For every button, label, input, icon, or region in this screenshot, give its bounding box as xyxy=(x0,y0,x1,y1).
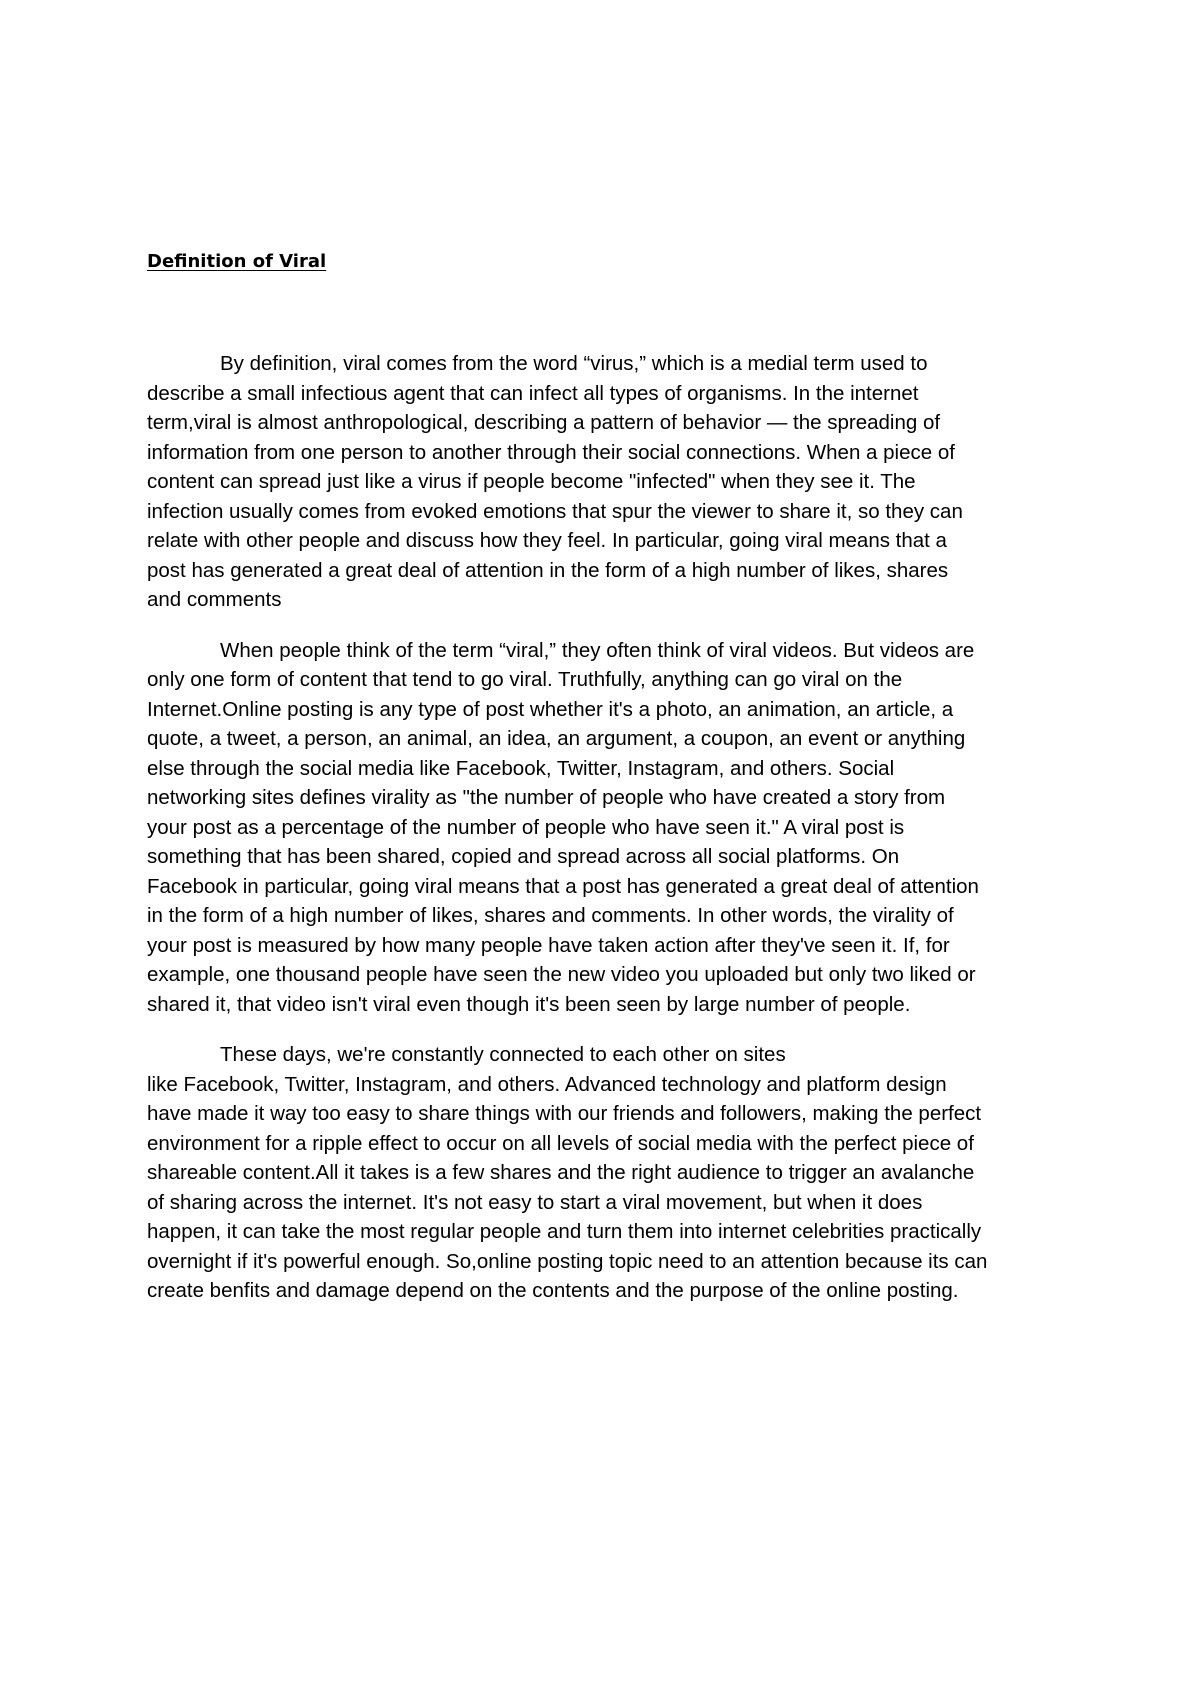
paragraph-line: have made it way too easy to share things with our friends and followers, making the perfect xyxy=(147,1102,982,1125)
paragraph-line: shareable content.All it takes is a few shares and the right audience to trigger an avalanche xyxy=(147,1161,975,1184)
paragraph-line: only one form of content that tend to go viral. Truthfully, anything can go viral on the xyxy=(147,668,903,691)
paragraph-1 xyxy=(147,349,1067,615)
paragraph-line: Internet.Online posting is any type of post whether it's a photo, an animation, an article, a xyxy=(147,697,954,721)
paragraph-line: your post as a percentage of the number of people who have seen it." A viral post is xyxy=(147,815,905,839)
paragraph-line: content can spread just like a virus if people become "infected" when they see it. The xyxy=(147,470,916,493)
paragraph-line: relate with other people and discuss how they feel. In particular, going viral means that a xyxy=(147,529,947,552)
paragraph-line: information from one person to another through their social connections. When a piece of xyxy=(147,440,955,464)
paragraph-line: something that has been shared, copied and spread across all social platforms. On xyxy=(147,845,900,868)
paragraph-line: By definition, viral comes from the word “virus,” which is a medial term used to xyxy=(220,352,928,375)
paragraph-line: describe a small infectious agent that can infect all types of organisms. In the internet xyxy=(147,381,919,405)
paragraph-line: your post is measured by how many people have taken action after they've seen it. If, for xyxy=(147,933,950,957)
paragraph-line: networking sites defines virality as "the number of people who have created a story from xyxy=(147,786,946,809)
paragraph-line: shared it, that video isn't viral even though it's been seen by large number of people. xyxy=(147,992,911,1016)
paragraph-line: Facebook in particular, going viral means that a post has generated a great deal of attention xyxy=(147,874,979,898)
paragraph-line: else through the social media like Facebook, Twitter, Instagram, and others. Social xyxy=(147,756,895,780)
paragraph-3 xyxy=(147,1040,1067,1306)
paragraph-line: When people think of the term “viral,” they often think of viral videos. But videos are xyxy=(220,638,975,662)
paragraph-line: example, one thousand people have seen the new video you uploaded but only two liked or xyxy=(147,963,976,986)
paragraph-line: happen, it can take the most regular people and turn them into internet celebrities practically xyxy=(147,1220,982,1243)
paragraph-line: quote, a tweet, a person, an animal, an idea, an argument, a coupon, an event or anything xyxy=(147,727,966,750)
document-heading: Definition of Viral xyxy=(147,251,327,272)
paragraph-line: overnight if it's powerful enough. So,online posting topic need to an attention because its can xyxy=(147,1249,988,1273)
paragraph-line: and comments xyxy=(147,588,282,611)
paragraph-line: in the form of a high number of likes, shares and comments. In other words, the virality of xyxy=(147,904,954,927)
paragraph-line: These days, we're constantly connected to each other on sites xyxy=(220,1043,786,1066)
paragraph-line: infection usually comes from evoked emotions that spur the viewer to share it, so they can xyxy=(147,499,963,523)
paragraph-2 xyxy=(147,636,1067,1020)
paragraph-line: term,viral is almost anthropological, describing a pattern of behavior — the spreading of xyxy=(147,411,941,434)
paragraph-line: of sharing across the internet. It's not easy to start a viral movement, but when it does xyxy=(147,1190,923,1214)
paragraph-line: environment for a ripple effect to occur on all levels of social media with the perfect piece of xyxy=(147,1131,974,1155)
paragraph-line: like Facebook, Twitter, Instagram, and others. Advanced technology and platform design xyxy=(147,1072,947,1096)
paragraph-line: post has generated a great deal of attention in the form of a high number of likes, shares xyxy=(147,558,949,582)
document-body xyxy=(147,349,1067,1306)
paragraph-line: create benfits and damage depend on the contents and the purpose of the online posting. xyxy=(147,1279,959,1302)
